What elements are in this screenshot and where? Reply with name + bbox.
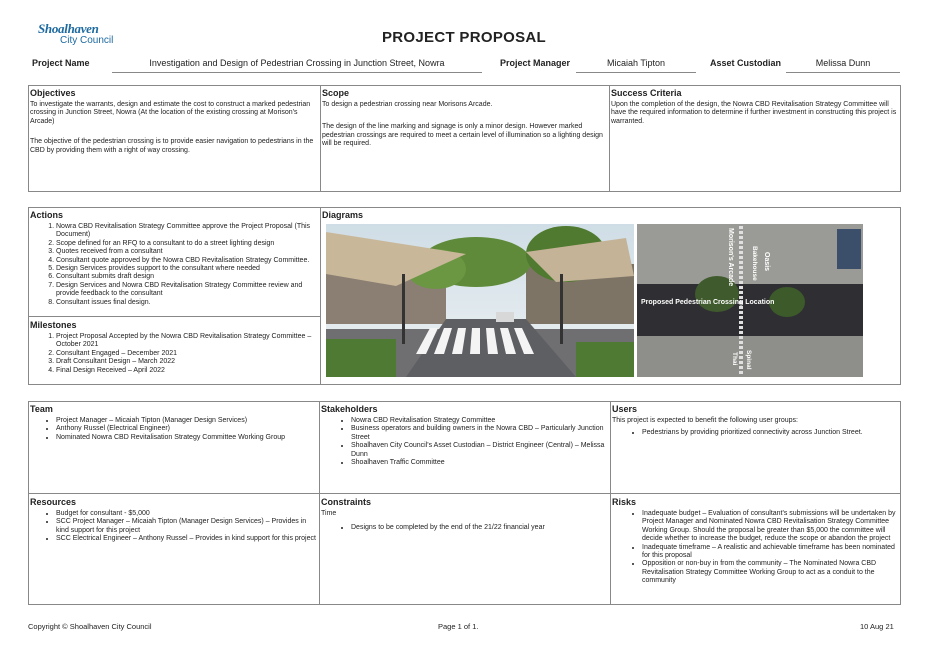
- diagrams-section: [320, 207, 620, 223]
- objectives-section: [28, 85, 320, 161]
- project-name-label: Project Name: [32, 58, 90, 68]
- success-p1: Upon the completion of the design, the Nowra CBD Revitalisation Strategy Committee will have the required information to determine if further investment in constructing this project is warranted.: [611, 101, 897, 125]
- milestones-list: [30, 333, 318, 375]
- stakeholders-list: [321, 417, 608, 467]
- constraint-item: • Designs to be completed by the end of the 21/22 financial year: [351, 524, 608, 532]
- risk-item: • Opposition or non-buy in from the community – The Nominated Nowra CBD Revitalisation Strategy Committee Working Group to act as a conduit to the community: [642, 560, 899, 585]
- page-title: PROJECT PROPOSAL: [382, 29, 546, 46]
- asset-custodian-value: Melissa Dunn: [786, 58, 900, 73]
- diagrams-heading: Diagrams: [322, 210, 364, 220]
- milestones-section: [28, 317, 320, 375]
- stakeholders-heading: Stakeholders: [321, 404, 378, 414]
- resources-section: [28, 494, 319, 544]
- team-list: [30, 417, 317, 442]
- constraints-section: [319, 494, 610, 533]
- action-item: 2. Scope defined for an RFQ to a consultant to do a street lighting design: [56, 240, 318, 248]
- stakeholder-item: • Shoalhaven City Council's Asset Custodian – District Engineer (Central) – Melissa Dunn: [351, 442, 608, 459]
- action-item: 4. Consultant quote approved by the Nowra CBD Revitalisation Strategy Committee.: [56, 257, 318, 265]
- milestone-item: 3. Draft Consultant Design – March 2022: [56, 358, 318, 366]
- asset-custodian-label: Asset Custodian: [710, 58, 782, 68]
- constraints-list: [321, 524, 608, 532]
- resource-item: • Budget for consultant - $5,000: [56, 510, 317, 518]
- aerial-label-crossing: [641, 299, 774, 306]
- aerial-label-crossing-text: Proposed Pedestrian Crossing Location: [641, 299, 775, 306]
- success-heading: Success Criteria: [611, 88, 682, 98]
- actions-list: [30, 223, 318, 307]
- scope-section: [320, 85, 609, 155]
- aerial-label-thai: Thai: [731, 352, 738, 366]
- action-item: 6. Consultant submits draft design: [56, 273, 318, 281]
- users-list: [612, 429, 899, 437]
- constraints-heading: Constraints: [321, 497, 372, 507]
- scope-p2: The design of the line marking and signage is only a minor design. However marked pedestrian crossings are required to meet a certain level of illumination so a lighting design will be required.: [322, 123, 603, 148]
- user-item: • Pedestrians by providing prioritized connectivity across Junction Street.: [642, 429, 899, 437]
- aerial-label-spinal: Spinal: [745, 350, 752, 370]
- logo-line1: Shoalhaven: [38, 21, 99, 36]
- aerial-label-oasis: Oasis: [763, 252, 770, 272]
- resource-item: • SCC Project Manager – Micaiah Tipton (Manager Design Services) – Provides in kind support for this project: [56, 518, 317, 535]
- users-heading: Users: [612, 404, 638, 414]
- project-manager-value: Micaiah Tipton: [576, 58, 696, 73]
- scope-p1: To design a pedestrian crossing near Morisons Arcade.: [322, 101, 493, 108]
- objectives-p2: The objective of the pedestrian crossing is to provide easier navigation to pedestrians in the CBD by providing them with a right of way crossing.: [30, 138, 314, 154]
- footer-page: Page 1 of 1.: [438, 622, 479, 631]
- project-manager-label: Project Manager: [500, 58, 571, 68]
- scope-heading: Scope: [322, 88, 350, 98]
- risks-list: [612, 510, 899, 586]
- action-item: 1. Nowra CBD Revitalisation Strategy Committee approve the Project Proposal (This Document): [56, 223, 318, 240]
- header-row: [0, 58, 928, 74]
- milestone-item: 2. Consultant Engaged – December 2021: [56, 350, 318, 358]
- users-intro: This project is expected to benefit the following user groups:: [612, 417, 798, 424]
- actions-section: [28, 207, 320, 307]
- risks-section: [610, 494, 901, 586]
- risk-item: • Inadequate budget – Evaluation of consultant's submissions will be undertaken by Project Manager and Nominated Nowra CBD Revitalisation Strategy Committee Working Group. Should the proposal be greater than $5,000 the committee will decide whether to increase the budget, reduce the scope or abandon the project: [642, 510, 899, 544]
- stakeholders-section: [319, 401, 610, 467]
- action-item: 7. Design Services and Nowra CBD Revitalisation Strategy Committee review and provide feedback to the consultant: [56, 282, 318, 299]
- resource-item: • SCC Electrical Engineer – Anthony Russel – Provides in kind support for this project: [56, 535, 317, 543]
- milestone-item: 1. Project Proposal Accepted by the Nowra CBD Revitalisation Strategy Committee – October 2021: [56, 333, 318, 350]
- street-photo: [326, 224, 634, 377]
- stakeholder-item: • Business operators and building owners in the Nowra CBD – Particularly Junction Street: [351, 425, 608, 442]
- aerial-label-bakehouse: Bakehouse: [751, 246, 758, 281]
- project-name-value: Investigation and Design of Pedestrian Crossing in Junction Street, Nowra: [112, 58, 482, 73]
- risks-heading: Risks: [612, 497, 637, 507]
- constraints-intro: Time: [321, 510, 337, 517]
- footer-copyright: Copyright © Shoalhaven City Council: [28, 622, 152, 631]
- stakeholder-item: • Shoalhaven Traffic Committee: [351, 459, 608, 467]
- actions-heading: Actions: [30, 210, 64, 220]
- team-item: • Project Manager – Micaiah Tipton (Manager Design Services): [56, 417, 317, 425]
- action-item: 5. Design Services provides support to the consultant where needed: [56, 265, 318, 273]
- footer-date: 10 Aug 21: [860, 622, 894, 631]
- logo-line2: City Council: [60, 35, 114, 46]
- aerial-map: [637, 224, 863, 377]
- milestones-heading: Milestones: [30, 320, 77, 330]
- milestone-item: 4. Final Design Received – April 2022: [56, 367, 318, 375]
- objectives-p1: To investigate the warrants, design and estimate the cost to construct a marked pedestrian crossing in Junction Street, Nowra (At the location of the existing crossing at Morison's Arcade): [30, 101, 311, 125]
- team-section: [28, 401, 319, 442]
- objectives-heading: Objectives: [30, 88, 76, 98]
- users-section: [610, 401, 901, 438]
- stakeholder-item: • Nowra CBD Revitalisation Strategy Committee: [351, 417, 608, 425]
- action-item: 3. Quotes received from a consultant: [56, 248, 318, 256]
- risk-item: • Inadequate timeframe – A realistic and achievable timeframe has been nominated for this proposal: [642, 544, 899, 561]
- success-section: [609, 85, 901, 132]
- action-item: 8. Consultant issues final design.: [56, 299, 318, 307]
- team-heading: Team: [30, 404, 53, 414]
- aerial-label-arcade: Morison's Arcade: [727, 228, 734, 287]
- resources-heading: Resources: [30, 497, 77, 507]
- team-item: • Nominated Nowra CBD Revitalisation Strategy Committee Working Group: [56, 434, 317, 442]
- resources-list: [30, 510, 317, 544]
- team-item: • Anthony Russel (Electrical Engineer): [56, 425, 317, 433]
